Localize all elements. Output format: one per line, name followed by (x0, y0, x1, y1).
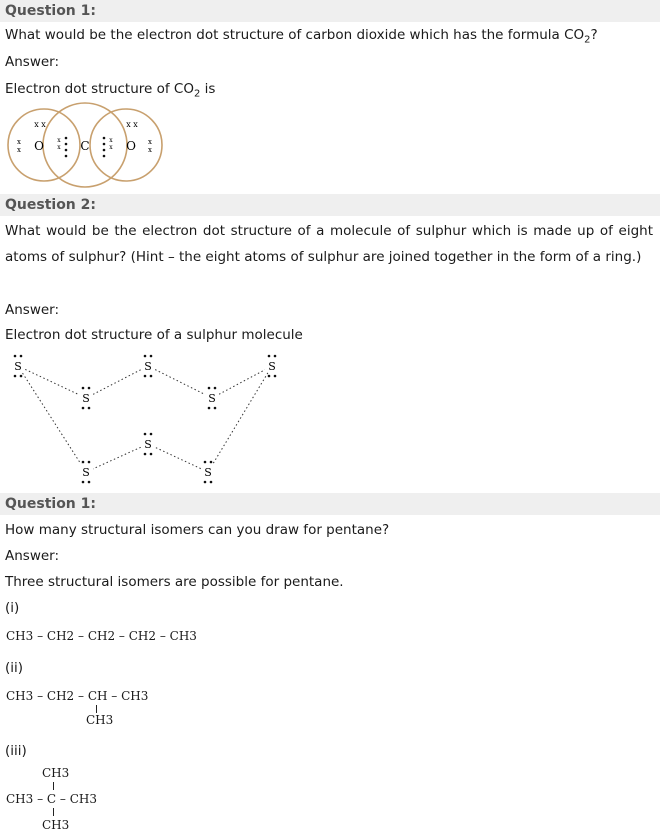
answer-label: Answer: (5, 548, 60, 564)
sulphur-atom (205, 387, 219, 410)
lone-pair-dot (88, 387, 91, 390)
lone-pair-dot (88, 407, 91, 410)
isomer-formula-isopentane: CH3 – CH2 – CH – CH3 (6, 689, 149, 703)
sulphur-atom (141, 433, 155, 456)
isomer-branch: CH3 (86, 713, 114, 727)
lone-pair-dot (88, 461, 91, 464)
lone-pair-dot (210, 461, 213, 464)
sulphur-symbol: S (208, 392, 216, 405)
sulphur-symbol: S (268, 360, 276, 373)
branch-bond (53, 782, 54, 790)
lone-pair-dot (204, 461, 207, 464)
bond-line (212, 366, 272, 398)
answer-text: Electron dot structure of a sulphur molecule (5, 327, 303, 343)
answer-label: Answer: (5, 54, 60, 70)
atom-oxygen-left: O (34, 139, 44, 153)
atom-carbon: C (80, 139, 90, 153)
question-end: ? (590, 27, 598, 43)
lone-pair-dot (14, 355, 17, 358)
question-heading: Question 1: (0, 493, 660, 515)
lone-pair-dot (82, 461, 85, 464)
bond-line (86, 366, 148, 398)
bond-line (208, 366, 272, 472)
sulphur-symbol: S (14, 360, 22, 373)
isomer-label: (iii) (5, 743, 27, 759)
atom-oxygen-right: O (126, 139, 136, 153)
sulphur-symbol: S (82, 466, 90, 479)
answer-text: Three structural isomers are possible for pentane. (5, 574, 344, 590)
lone-pair-dot (144, 453, 147, 456)
isomer-formula-n-pentane: CH3 – CH2 – CH2 – CH2 – CH3 (6, 629, 197, 643)
ring-atoms (11, 355, 279, 484)
electron-pair-top-right: x x (126, 120, 138, 129)
electron-cross: x (57, 144, 61, 151)
lone-pair-dot (88, 481, 91, 484)
bond-line (18, 366, 86, 472)
isomer-branch-bottom: CH3 (42, 818, 70, 832)
electron-cross: x (148, 138, 152, 146)
lone-pair-dot (144, 433, 147, 436)
electron-cross: x (57, 137, 61, 144)
sulphur-ring-diagram (0, 348, 300, 490)
bond-line (148, 366, 212, 398)
lone-pair-dot (144, 375, 147, 378)
sulphur-symbol: S (144, 438, 152, 451)
sulphur-atom (141, 355, 155, 378)
isomer-branch-top: CH3 (42, 766, 70, 780)
co2-electron-dot-diagram (0, 100, 180, 192)
isomer-formula-neopentane: CH3 – C – CH3 (6, 792, 98, 806)
question-text (5, 22, 598, 54)
sulphur-symbol: S (82, 392, 90, 405)
sulphur-atom (79, 387, 93, 410)
branch-bond (96, 705, 97, 713)
isomer-label: (ii) (5, 660, 24, 676)
lone-pair-dot (144, 355, 147, 358)
question-heading: Question 2: (0, 194, 660, 216)
answer-end: is (200, 81, 216, 97)
branch-bond (53, 808, 54, 816)
lone-pair-dot (20, 375, 23, 378)
lone-pair-dot (20, 355, 23, 358)
question-main: What would be the electron dot structure of carbon dioxide which has the formula CO (5, 27, 585, 43)
lone-pair-dot (204, 481, 207, 484)
sulphur-atom (79, 461, 93, 484)
lone-pair-dot (150, 355, 153, 358)
lone-pair-dot (268, 375, 271, 378)
lone-pair-dot (214, 387, 217, 390)
sulphur-symbol: S (144, 360, 152, 373)
subscript: 2 (194, 88, 201, 100)
sulphur-atom (201, 461, 215, 484)
question-text: What would be the electron dot structure of a molecule of sulphur which is made up of eight atoms of sulphur? (Hint – the eight atoms of sulphur are joined together in the form of a ring.) (5, 223, 653, 265)
lone-pair-dot (82, 387, 85, 390)
answer-main: Electron dot structure of CO (5, 81, 194, 97)
lone-pair-dot (150, 375, 153, 378)
question-heading: Question 1: (0, 0, 660, 22)
electron-cross: x (109, 144, 113, 151)
lone-pair-dot (150, 453, 153, 456)
electron-pair-top-left: x x (34, 120, 46, 129)
electron-cross: x (109, 137, 113, 144)
ring-bonds (18, 366, 272, 472)
lone-pair-dot (14, 375, 17, 378)
lone-pair-dot (150, 433, 153, 436)
answer-label: Answer: (5, 302, 60, 318)
electron-cross: x (148, 146, 152, 154)
lone-pair-dot (214, 407, 217, 410)
lone-pair-dot (210, 481, 213, 484)
lone-pair-dot (274, 375, 277, 378)
lone-pair-dot (274, 355, 277, 358)
electron-cross: x (17, 138, 21, 146)
lone-pair-dot (82, 481, 85, 484)
lone-pair-dot (208, 387, 211, 390)
subscript: 2 (584, 34, 591, 46)
electron-cross: x (17, 146, 21, 154)
question-text: How many structural isomers can you draw for pentane? (5, 522, 390, 538)
lone-pair-dot (268, 355, 271, 358)
bond-line (18, 366, 86, 398)
lone-pair-dot (82, 407, 85, 410)
sulphur-symbol: S (204, 466, 212, 479)
isomer-label: (i) (5, 600, 20, 616)
bond-line (86, 444, 148, 472)
lone-pair-dot (208, 407, 211, 410)
bond-line (148, 444, 208, 472)
